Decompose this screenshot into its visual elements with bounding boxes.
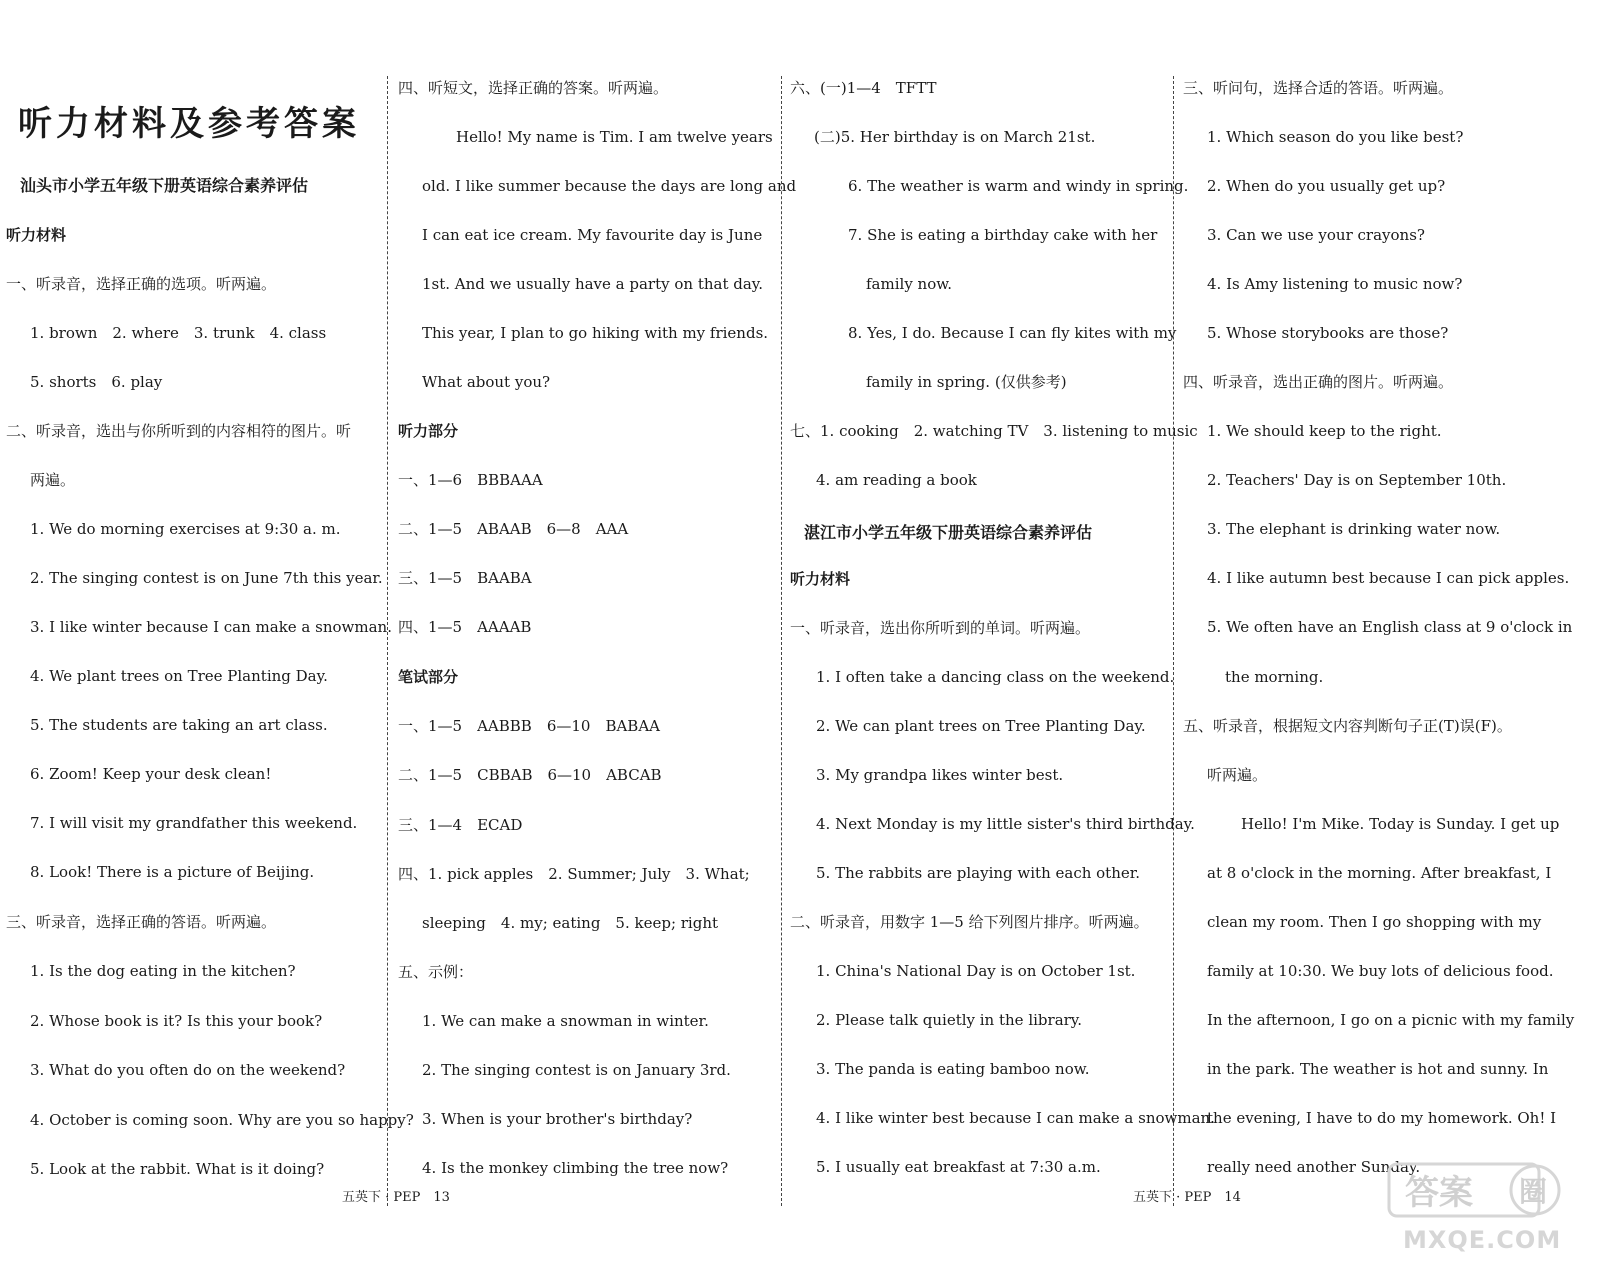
text-line: 二、听录音，用数字 1—5 给下列图片排序。听两遍。 <box>790 913 1149 931</box>
text-line: 3. The panda is eating bamboo now. <box>816 1060 1090 1078</box>
text-line: 三、1—5 BAABA <box>398 569 532 587</box>
text-line: at 8 o'clock in the morning. After breakfast, I <box>1207 864 1552 882</box>
text-line: 1. We do morning exercises at 9:30 a. m. <box>30 520 341 538</box>
text-line: old. I like summer because the days are long and <box>422 177 797 195</box>
text-line: 四、1. pick apples 2. Summer; July 3. What; <box>398 865 750 883</box>
text-line: 5. The students are taking an art class. <box>30 716 328 734</box>
text-line: 6. Zoom! Keep your desk clean! <box>30 765 272 783</box>
text-line: 4. Next Monday is my little sister's third birthday. <box>816 815 1195 833</box>
text-line: 5. The rabbits are playing with each other. <box>816 864 1141 882</box>
text-line: 二、1—5 CBBAB 6—10 ABCAB <box>398 766 662 784</box>
text-line: 8. Look! There is a picture of Beijing. <box>30 863 315 881</box>
text-line: 一、听录音，选出你所听到的单词。听两遍。 <box>790 619 1091 637</box>
text-line: sleeping 4. my; eating 5. keep; right <box>422 914 719 932</box>
text-line: 2. Please talk quietly in the library. <box>816 1011 1083 1029</box>
section-heading: 听力材料 <box>790 570 851 588</box>
text-line: 4. Is Amy listening to music now? <box>1207 275 1463 293</box>
section-heading: 听力部分 <box>398 422 459 440</box>
text-line: This year, I plan to go hiking with my friends. <box>422 324 769 342</box>
text-line: 3. The elephant is drinking water now. <box>1207 520 1501 538</box>
column-divider <box>1173 76 1174 1206</box>
text-line: family in spring. (仅供参考) <box>866 373 1067 391</box>
text-line: 2. The singing contest is on June 7th this year. <box>30 569 383 587</box>
text-line: 5. Look at the rabbit. What is it doing? <box>30 1160 325 1178</box>
page-number-right: 五英下 · PEP 14 <box>1133 1190 1241 1205</box>
text-line: In the afternoon, I go on a picnic with my family <box>1207 1011 1575 1029</box>
text-line: Hello! My name is Tim. I am twelve years <box>456 128 773 146</box>
text-line: 2. We can plant trees on Tree Planting Day. <box>816 717 1146 735</box>
text-line: 六、(一)1—4 TFTT <box>790 79 937 97</box>
text-line: really need another Sunday. <box>1207 1158 1421 1176</box>
text-line: 1st. And we usually have a party on that day. <box>422 275 764 293</box>
text-line: clean my room. Then I go shopping with my <box>1207 913 1542 931</box>
text-line: 1. brown 2. where 3. trunk 4. class <box>30 324 327 342</box>
text-line: 1. China's National Day is on October 1st. <box>816 962 1136 980</box>
text-line: 三、1—4 ECAD <box>398 816 523 834</box>
text-line: 5. shorts 6. play <box>30 373 163 391</box>
text-line: 5. I usually eat breakfast at 7:30 a.m. <box>816 1158 1101 1176</box>
text-line: What about you? <box>422 373 551 391</box>
svg-text:圈: 圈 <box>1519 1175 1548 1208</box>
svg-text:MXQE.COM: MXQE.COM <box>1403 1226 1562 1254</box>
section-title-zhanjiang: 湛江市小学五年级下册英语综合素养评估 <box>804 523 1093 542</box>
text-line: 3. Can we use your crayons? <box>1207 226 1425 244</box>
page-title: 听力材料及参考答案 <box>18 104 360 144</box>
svg-text:答案: 答案 <box>1405 1173 1473 1213</box>
text-line: 四、1—5 AAAAB <box>398 618 532 636</box>
text-line: 5. Whose storybooks are those? <box>1207 324 1449 342</box>
text-line: (二)5. Her birthday is on March 21st. <box>814 128 1096 146</box>
text-line: 3. My grandpa likes winter best. <box>816 766 1064 784</box>
text-line: 三、听录音，选择正确的答语。听两遍。 <box>6 913 277 931</box>
text-line: 6. The weather is warm and windy in spring. <box>848 177 1189 195</box>
section-title-shantou: 汕头市小学五年级下册英语综合素养评估 <box>20 176 309 195</box>
text-line: family now. <box>866 275 953 293</box>
text-line: 4. am reading a book <box>816 471 977 489</box>
text-line: 8. Yes, I do. Because I can fly kites with my <box>848 324 1177 342</box>
text-line: 一、听录音，选择正确的选项。听两遍。 <box>6 275 277 293</box>
text-line: 七、1. cooking 2. watching TV 3. listening to music <box>790 422 1198 440</box>
text-line: 四、听短文，选择正确的答案。听两遍。 <box>398 79 669 97</box>
text-line: 3. When is your brother's birthday? <box>422 1110 693 1128</box>
text-line: 7. She is eating a birthday cake with her <box>848 226 1158 244</box>
text-line: 五、示例： <box>398 963 474 981</box>
text-line: 2. When do you usually get up? <box>1207 177 1446 195</box>
text-line: 2. Whose book is it? Is this your book? <box>30 1012 323 1030</box>
text-line: 二、听录音，选出与你所听到的内容相符的图片。听 <box>6 422 352 440</box>
text-line: 3. What do you often do on the weekend? <box>30 1061 346 1079</box>
text-line: 四、听录音，选出正确的图片。听两遍。 <box>1183 373 1454 391</box>
text-line: 4. October is coming soon. Why are you so happy? <box>30 1111 414 1129</box>
text-line: I can eat ice cream. My favourite day is June <box>422 226 763 244</box>
text-line: 一、1—5 AABBB 6—10 BABAA <box>398 717 660 735</box>
text-line: 二、1—5 ABAAB 6—8 AAA <box>398 520 629 538</box>
text-line: 4. I like autumn best because I can pick apples. <box>1207 569 1570 587</box>
text-line: 2. Teachers' Day is on September 10th. <box>1207 471 1507 489</box>
text-line: 5. We often have an English class at 9 o'clock in <box>1207 618 1573 636</box>
column-2 <box>398 0 797 1220</box>
text-line: 1. Is the dog eating in the kitchen? <box>30 962 296 980</box>
page-number-left: 五英下 · PEP 13 <box>342 1190 450 1205</box>
text-line: 1. We should keep to the right. <box>1207 422 1442 440</box>
text-line: 3. I like winter because I can make a snowman. <box>30 618 392 636</box>
text-line: 听两遍。 <box>1207 766 1268 784</box>
section-heading: 笔试部分 <box>398 668 459 686</box>
column-divider <box>781 76 782 1206</box>
section-heading: 听力材料 <box>6 226 67 244</box>
column-4 <box>1183 0 1575 1220</box>
text-line: in the park. The weather is hot and sunny. In <box>1207 1060 1549 1078</box>
column-divider <box>387 76 388 1206</box>
text-line: 1. We can make a snowman in winter. <box>422 1012 709 1030</box>
text-line: 4. We plant trees on Tree Planting Day. <box>30 667 328 685</box>
text-line: the morning. <box>1225 668 1324 686</box>
text-line: family at 10:30. We buy lots of delicious food. <box>1207 962 1554 980</box>
text-line: the evening, I have to do my homework. Oh! I <box>1207 1109 1557 1127</box>
text-line: 4. I like winter best because I can make a snowman. <box>816 1109 1215 1127</box>
text-line: 五、听录音，根据短文内容判断句子正(T)误(F)。 <box>1183 717 1512 735</box>
text-line: 一、1—6 BBBAAA <box>398 471 543 489</box>
text-line: Hello! I'm Mike. Today is Sunday. I get up <box>1241 815 1560 833</box>
text-line: 两遍。 <box>30 471 76 489</box>
text-line: 1. I often take a dancing class on the weekend. <box>816 668 1175 686</box>
text-line: 2. The singing contest is on January 3rd. <box>422 1061 731 1079</box>
text-line: 7. I will visit my grandfather this weekend. <box>30 814 358 832</box>
watermark-logo <box>1385 1160 1565 1260</box>
text-line: 4. Is the monkey climbing the tree now? <box>422 1159 729 1177</box>
text-line: 1. Which season do you like best? <box>1207 128 1464 146</box>
text-line: 三、听问句，选择合适的答语。听两遍。 <box>1183 79 1454 97</box>
